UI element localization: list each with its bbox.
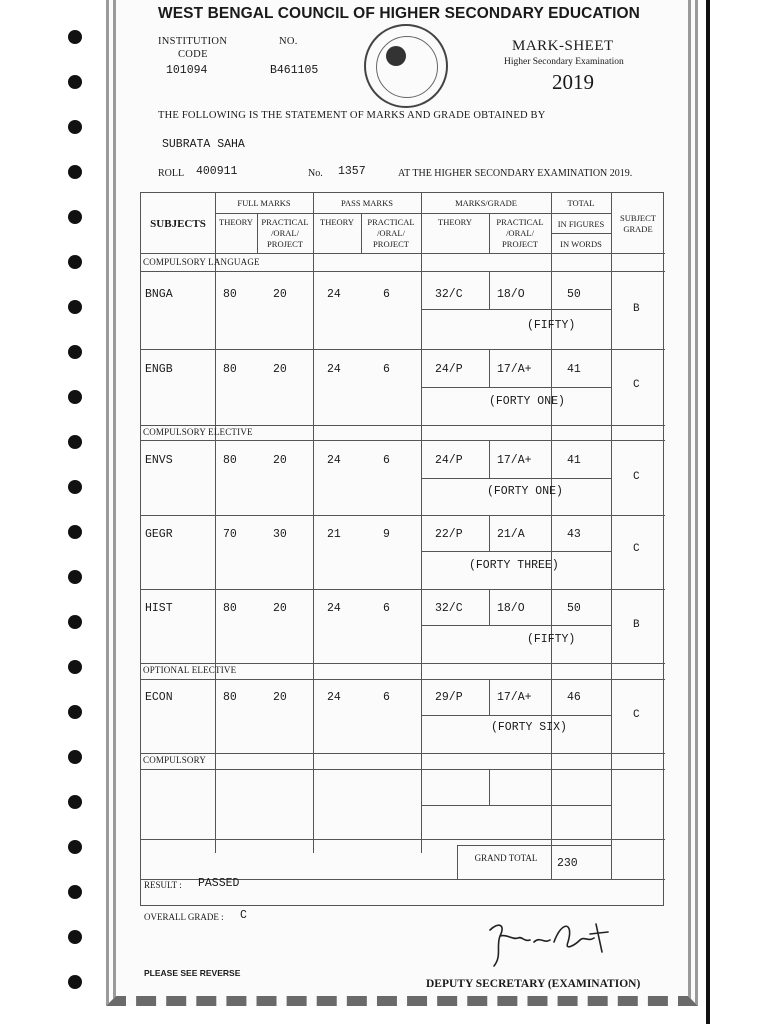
exam-name: Higher Secondary Examination bbox=[504, 57, 624, 67]
punch-hole bbox=[68, 345, 82, 359]
punch-hole bbox=[68, 975, 82, 989]
punch-hole bbox=[68, 75, 82, 89]
punch-hole bbox=[68, 615, 82, 629]
marks-theory: 24/P bbox=[435, 363, 463, 376]
pass-practical: 9 bbox=[383, 528, 390, 541]
deputy-secretary: DEPUTY SECRETARY (EXAMINATION) bbox=[426, 978, 641, 990]
full-practical: 20 bbox=[273, 363, 287, 376]
header-subjects: SUBJECTS bbox=[150, 218, 206, 230]
header-full-theory: THEORY bbox=[219, 217, 253, 227]
total-words: (FORTY THREE) bbox=[469, 559, 559, 572]
punch-hole bbox=[68, 885, 82, 899]
punch-hole bbox=[68, 435, 82, 449]
subject-code: GEGR bbox=[145, 528, 173, 541]
punch-hole bbox=[68, 840, 82, 854]
punch-hole bbox=[68, 120, 82, 134]
header-full-marks: FULL MARKS bbox=[237, 198, 291, 208]
punch-hole bbox=[68, 480, 82, 494]
total-figures: 50 bbox=[567, 602, 581, 615]
total-words: (FORTY SIX) bbox=[491, 721, 567, 734]
header-total: TOTAL bbox=[567, 198, 595, 208]
punch-hole bbox=[68, 570, 82, 584]
full-theory: 80 bbox=[223, 602, 237, 615]
marks-table bbox=[140, 192, 664, 906]
please-see-reverse: PLEASE SEE REVERSE bbox=[144, 968, 241, 978]
pass-theory: 21 bbox=[327, 528, 341, 541]
grand-total-value: 230 bbox=[557, 857, 578, 870]
full-theory: 80 bbox=[223, 288, 237, 301]
full-theory: 70 bbox=[223, 528, 237, 541]
punch-hole bbox=[68, 930, 82, 944]
subject-code: BNGA bbox=[145, 288, 173, 301]
full-practical: 20 bbox=[273, 602, 287, 615]
full-theory: 80 bbox=[223, 363, 237, 376]
punch-hole bbox=[68, 705, 82, 719]
total-figures: 43 bbox=[567, 528, 581, 541]
subject-grade: C bbox=[633, 709, 640, 721]
marks-practical: 18/O bbox=[497, 602, 525, 615]
section-compulsory: COMPULSORY bbox=[143, 755, 207, 765]
punch-hole bbox=[68, 210, 82, 224]
marks-practical: 17/A+ bbox=[497, 363, 532, 376]
total-figures: 41 bbox=[567, 363, 581, 376]
institution-label: INSTITUTION bbox=[158, 36, 228, 47]
overall-grade-label: OVERALL GRADE : bbox=[144, 912, 224, 922]
marks-practical: 17/A+ bbox=[497, 454, 532, 467]
no-label: NO. bbox=[279, 36, 298, 47]
total-words: (FORTY ONE) bbox=[487, 485, 563, 498]
subject-code: ENVS bbox=[145, 454, 173, 467]
punch-hole bbox=[68, 795, 82, 809]
marks-theory: 32/C bbox=[435, 288, 463, 301]
punch-hole bbox=[68, 660, 82, 674]
pass-practical: 6 bbox=[383, 288, 390, 301]
punch-hole bbox=[68, 750, 82, 764]
subject-grade: B bbox=[633, 303, 640, 315]
section-compulsory-language: COMPULSORY LANGUAGE bbox=[143, 257, 260, 267]
pass-theory: 24 bbox=[327, 363, 341, 376]
marksheet bbox=[134, 0, 674, 1000]
roll-suffix: AT THE HIGHER SECONDARY EXAMINATION 2019. bbox=[398, 168, 633, 179]
institution-number: B461105 bbox=[270, 64, 319, 77]
total-figures: 41 bbox=[567, 454, 581, 467]
total-words: (FORTY ONE) bbox=[489, 395, 565, 408]
punch-hole bbox=[68, 390, 82, 404]
header-marks-theory: THEORY bbox=[438, 217, 472, 227]
full-practical: 20 bbox=[273, 454, 287, 467]
roll-value: 400911 bbox=[196, 165, 238, 178]
subject-grade: C bbox=[633, 471, 640, 483]
header-pass-marks: PASS MARKS bbox=[341, 198, 393, 208]
roll-no-value: 1357 bbox=[338, 165, 366, 178]
punch-hole bbox=[68, 255, 82, 269]
pass-practical: 6 bbox=[383, 454, 390, 467]
marks-theory: 32/C bbox=[435, 602, 463, 615]
full-theory: 80 bbox=[223, 691, 237, 704]
subject-grade: B bbox=[633, 619, 640, 631]
pass-theory: 24 bbox=[327, 288, 341, 301]
statement-text: THE FOLLOWING IS THE STATEMENT OF MARKS AND GRADE OBTAINED BY bbox=[158, 110, 546, 121]
pass-practical: 6 bbox=[383, 602, 390, 615]
result-label: RESULT : bbox=[144, 880, 182, 890]
exam-year: 2019 bbox=[552, 70, 594, 94]
marks-practical: 18/O bbox=[497, 288, 525, 301]
subject-grade: C bbox=[633, 543, 640, 555]
total-words: (FIFTY) bbox=[527, 633, 576, 646]
overall-grade-value: C bbox=[240, 909, 247, 922]
marks-theory: 29/P bbox=[435, 691, 463, 704]
section-optional-elective: OPTIONAL ELECTIVE bbox=[143, 665, 237, 675]
marks-theory: 22/P bbox=[435, 528, 463, 541]
header-in-words: IN WORDS bbox=[560, 239, 602, 249]
header-pass-theory: THEORY bbox=[320, 217, 354, 227]
total-figures: 50 bbox=[567, 288, 581, 301]
subject-grade: C bbox=[633, 379, 640, 391]
full-practical: 30 bbox=[273, 528, 287, 541]
punch-hole bbox=[68, 300, 82, 314]
grand-total-label: GRAND TOTAL bbox=[474, 853, 538, 863]
subject-code: HIST bbox=[145, 602, 173, 615]
total-words: (FIFTY) bbox=[527, 319, 576, 332]
result-value: PASSED bbox=[198, 877, 240, 890]
punch-hole bbox=[68, 525, 82, 539]
pass-theory: 24 bbox=[327, 691, 341, 704]
institution-code: 101094 bbox=[166, 64, 208, 77]
punch-hole bbox=[68, 30, 82, 44]
pass-theory: 24 bbox=[327, 602, 341, 615]
marksheet-title: MARK-SHEET bbox=[512, 38, 614, 54]
paper-edge bbox=[706, 0, 710, 1024]
pass-practical: 6 bbox=[383, 691, 390, 704]
council-seal-icon bbox=[364, 24, 448, 108]
roll-label: ROLL bbox=[158, 168, 185, 179]
header-in-figures: IN FIGURES bbox=[557, 219, 605, 229]
full-practical: 20 bbox=[273, 288, 287, 301]
subject-code: ENGB bbox=[145, 363, 173, 376]
header-pass-practical: PRACTICAL /ORAL/ PROJECT bbox=[367, 217, 415, 249]
marks-theory: 24/P bbox=[435, 454, 463, 467]
section-compulsory-elective: COMPULSORY ELECTIVE bbox=[143, 427, 253, 437]
total-figures: 46 bbox=[567, 691, 581, 704]
punch-holes bbox=[68, 20, 88, 1020]
code-label: CODE bbox=[178, 49, 208, 60]
signature-icon bbox=[484, 912, 614, 972]
student-name: SUBRATA SAHA bbox=[162, 138, 245, 151]
pass-practical: 6 bbox=[383, 363, 390, 376]
full-practical: 20 bbox=[273, 691, 287, 704]
council-name: WEST BENGAL COUNCIL OF HIGHER SECONDARY EDUCATION bbox=[158, 5, 640, 22]
header-full-practical: PRACTICAL /ORAL/ PROJECT bbox=[261, 217, 309, 249]
marks-practical: 21/A bbox=[497, 528, 525, 541]
pass-theory: 24 bbox=[327, 454, 341, 467]
header-marks-grade: MARKS/GRADE bbox=[455, 198, 517, 208]
header-subject-grade: SUBJECT GRADE bbox=[620, 213, 656, 234]
punch-hole bbox=[68, 165, 82, 179]
subject-code: ECON bbox=[145, 691, 173, 704]
full-theory: 80 bbox=[223, 454, 237, 467]
header-marks-practical: PRACTICAL /ORAL/ PROJECT bbox=[496, 217, 544, 249]
roll-no-label: No. bbox=[308, 168, 323, 179]
marks-practical: 17/A+ bbox=[497, 691, 532, 704]
